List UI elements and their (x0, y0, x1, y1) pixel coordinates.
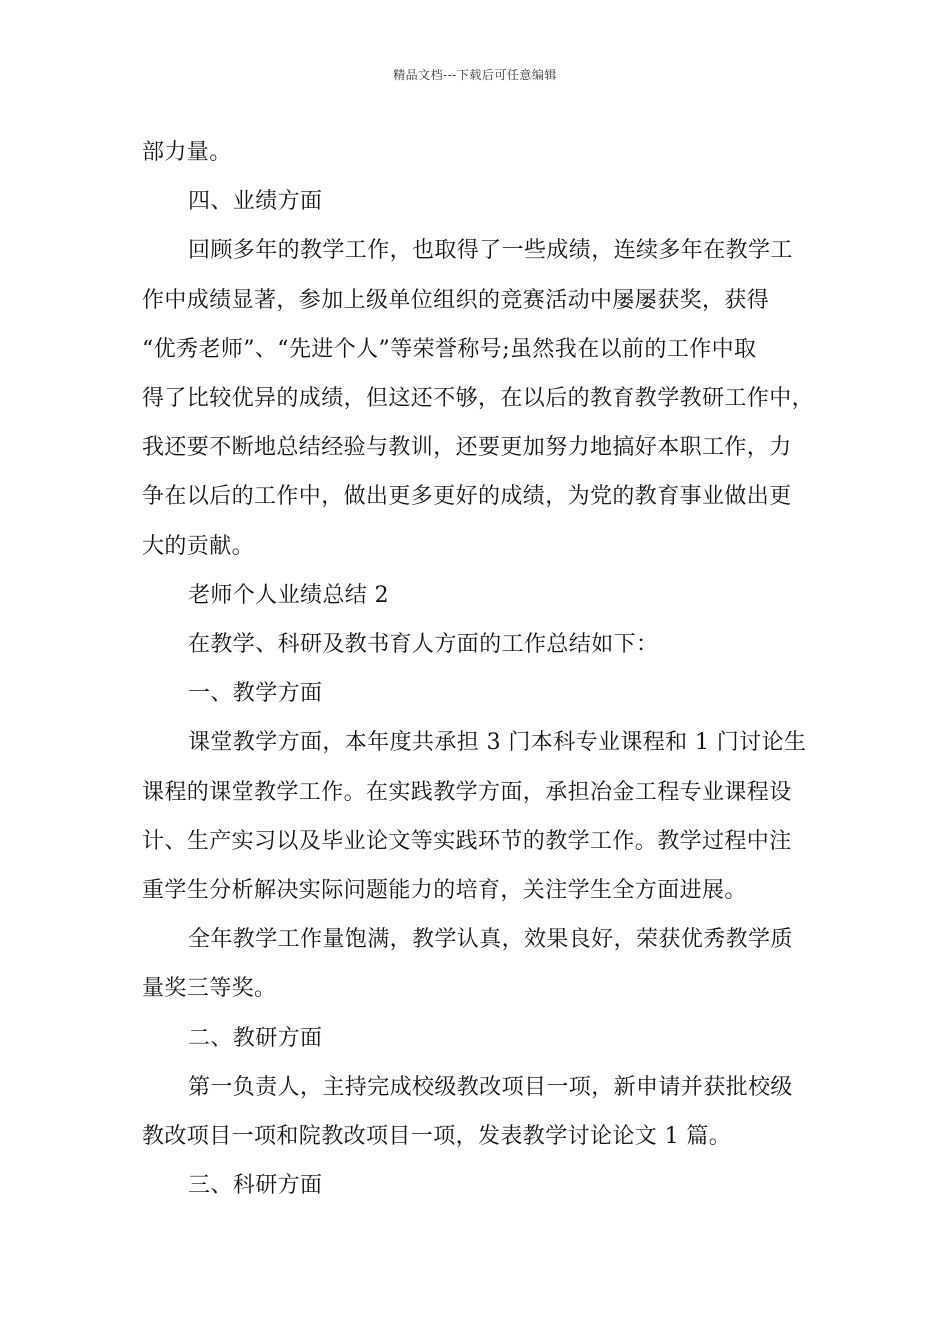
page-header: 精品文档---下载后可任意编辑 (393, 68, 557, 82)
section-heading: 三、科研方面 (188, 1173, 323, 1199)
paragraph-line: 部力量。 (142, 140, 232, 165)
paragraph-line: 回顾多年的教学工作，也取得了一些成绩，连续多年在教学工 (188, 238, 793, 264)
document-body (142, 128, 815, 1210)
paragraph-line: 全年教学工作量饱满，教学认真，效果良好，荣获优秀教学质 (188, 927, 793, 953)
paragraph-line: 在教学、科研及教书育人方面的工作总结如下： (188, 632, 659, 658)
section-heading: 一、教学方面 (188, 681, 323, 707)
section-heading: 四、业绩方面 (188, 189, 323, 215)
paragraph-line: 第一负责人，主持完成校级教改项目一项，新申请并获批校级 (188, 1074, 793, 1100)
paragraph-line: 课程的课堂教学工作。在实践教学方面，承担冶金工程专业课程设 (142, 779, 792, 805)
paragraph-line: “优秀老师”、“先进个人”等荣誉称号;虽然我在以前的工作中取 (142, 336, 757, 362)
paragraph-line: 作中成绩显著，参加上级单位组织的竞赛活动中屡屡获奖，获得 (142, 287, 770, 313)
paragraph-line: 我还要不断地总结经验与教训，还要更加努力地搞好本职工作，力 (142, 435, 792, 461)
paragraph-line: 重学生分析解决实际问题能力的培育，关注学生全方面进展。 (142, 878, 747, 904)
paragraph-line: 得了比较优异的成绩，但这还不够，在以后的教育教学教研工作中， (142, 386, 815, 412)
paragraph-line: 争在以后的工作中，做出更多更好的成绩，为党的教育事业做出更 (142, 484, 792, 510)
paragraph-line: 课堂教学方面，本年度共承担 3 门本科专业课程和 1 门讨论生 (188, 730, 807, 756)
document-subtitle: 老师个人业绩总结 2 (188, 582, 389, 608)
paragraph-line: 大的贡献。 (142, 533, 255, 559)
paragraph-line: 量奖三等奖。 (142, 976, 277, 1002)
paragraph-line: 计、生产实习以及毕业论文等实践环节的教学工作。教学过程中注 (142, 828, 792, 854)
section-heading: 二、教研方面 (188, 1025, 323, 1051)
paragraph-line: 教改项目一项和院教改项目一项，发表教学讨论论文 1 篇。 (142, 1124, 732, 1150)
